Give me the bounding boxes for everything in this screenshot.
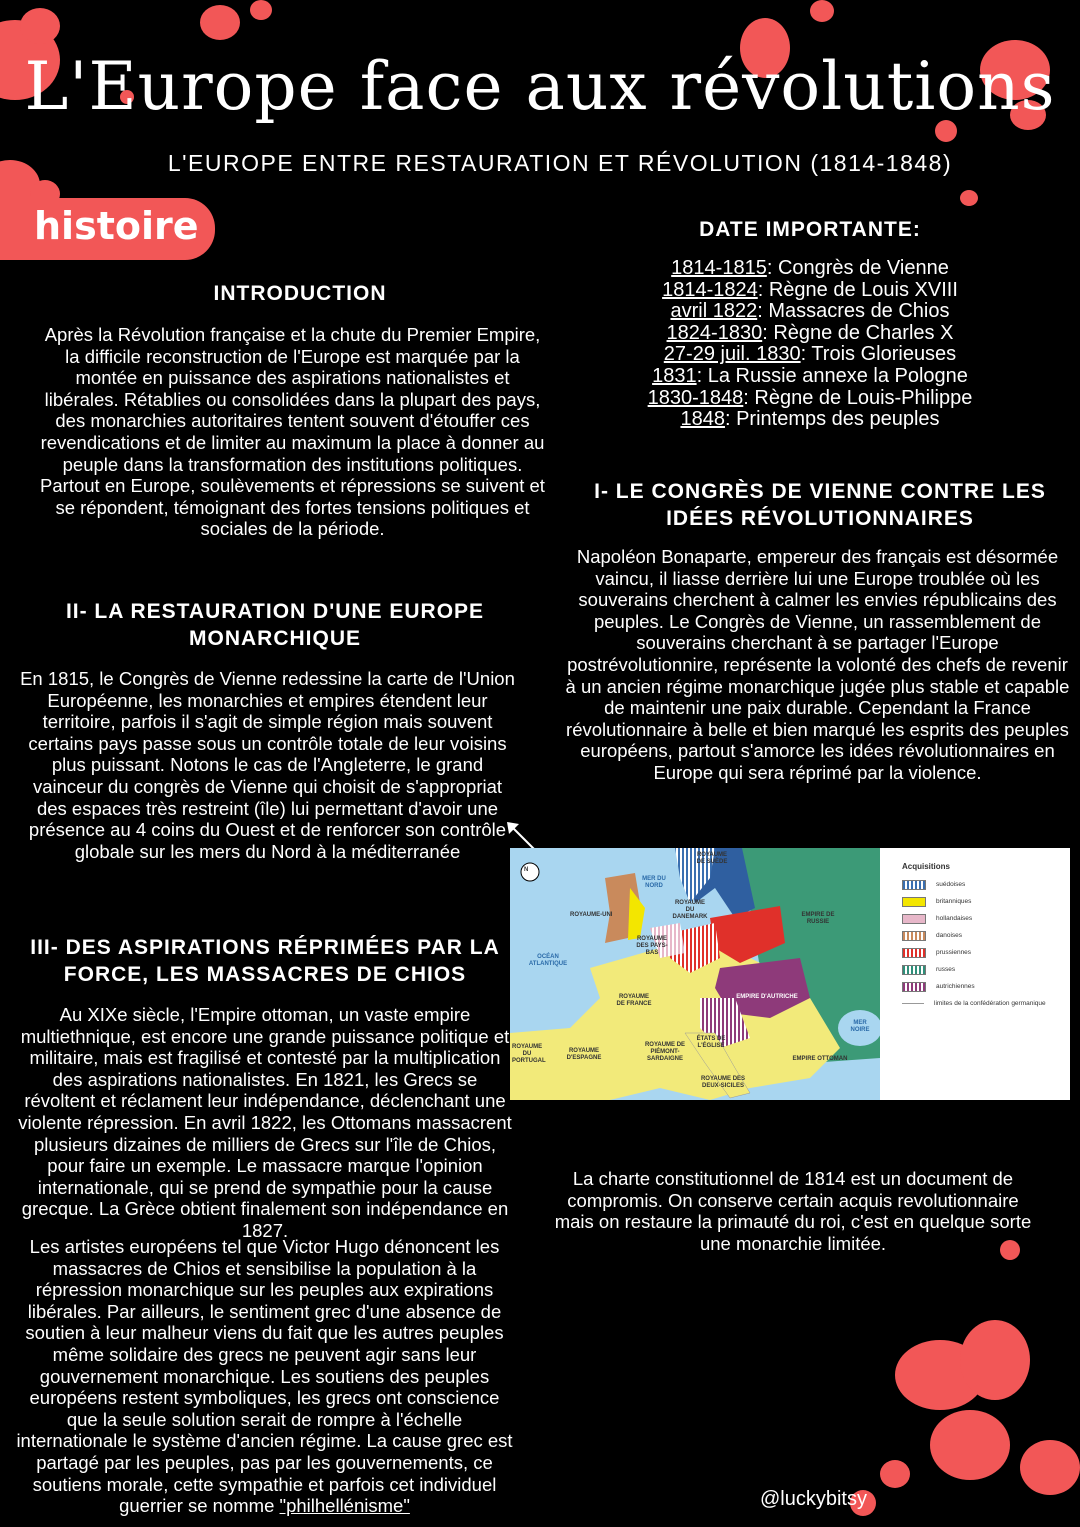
- date-item: 1830-1848: Règne de Louis-Philippe: [647, 386, 973, 409]
- map-label-portugal: ROYAUME DU PORTUGAL: [512, 1044, 546, 1064]
- section2-text: En 1815, le Congrès de Vienne redessine la carte de l'Union Européenne, les monarchies et empires étendent leur territoire, parfois il s'agit de simple région mais souvent certains pays passe sous un contrôle totale de leur voisins plus puissant. Notons le cas de l'Angleterre, le grand vainceur du congrès de Vienne qui choisit de s'appropriat des espaces très restreint (île) lui permettant d'avoir une présence au 4 coins du Ouest et de renforcer son contrôle globale sur les mers du Nord à la méditerranée: [20, 668, 515, 862]
- date-item: 1814-1824: Règne de Louis XVIII: [662, 278, 958, 301]
- map-label-atlantic: OCÉAN ATLANTIQUE: [528, 954, 568, 967]
- introduction-heading: INTRODUCTION: [213, 282, 387, 305]
- author-credit: @luckybitsy: [760, 1488, 867, 1510]
- date-item: 1831: La Russie annexe la Pologne: [652, 364, 968, 387]
- legend-item: limites de la confédération germanique: [902, 995, 1046, 1012]
- map-label-sweden: ROYAUME DE SUÈDE: [696, 852, 728, 865]
- map-label-black-sea: MER NOIRE: [850, 1020, 870, 1033]
- legend-item: autrichiennes: [902, 978, 1046, 995]
- map-label-denmark: ROYAUME DU DANEMARK: [672, 900, 708, 920]
- date-item: 27-29 juil. 1830: Trois Glorieuses: [663, 343, 957, 366]
- date-item: avril 1822: Massacres de Chios: [670, 300, 950, 323]
- charter-note: La charte constitutionnel de 1814 est un document de compromis. On conserve certain acquis revolutionnaire mais on restaure la primauté du roi, c'est en quelque sorte une monarchie limitée.: [554, 1168, 1032, 1254]
- map-label-spain: ROYAUME D'ESPAGNE: [566, 1048, 602, 1061]
- date-item: 1848: Printemps des peuples: [680, 408, 940, 431]
- legend-title: Acquisitions: [902, 862, 951, 871]
- dates-heading: DATE IMPORTANTE:: [699, 218, 921, 241]
- section3-text: Au XIXe siècle, l'Empire ottoman, un vaste empire multiethnique, est encore une grande puissance politique et militaire, mais est fragilisé et contesté par la multiplication des aspirations nationalistes. En 1821, les Grecs se révoltent et réclament leur indépendance, déclenchant une violente répression. En avril 1822, les Ottomans massacrent plusieurs dizaines de milliers de Grecs sur l'île de Chios, pour faire un exemple. Le massacre marque l'opinion internationale, qui se prend de sympathie pour la cause grecque. La Grèce obtient finalement son indépendance en 1827.: [18, 1004, 512, 1241]
- map-label-ottoman: EMPIRE OTTOMAN: [792, 1056, 848, 1062]
- map-label-two-sicilies: ROYAUME DES DEUX-SICILES: [700, 1076, 746, 1089]
- legend-item: russes: [902, 961, 1046, 978]
- introduction-text: Après la Révolution française et la chute du Premier Empire, la difficile reconstruction de l'Europe est marquée par la montée en puissance des aspirations nationalistes et libérales. Rétablies ou consolidées dans la plupart des pays, des monarchies autoritaires tentent souvent d'étouffer ces revendications et de limiter au maximum la place à donner au peuple dans la transformation des institutions politiques. Partout en Europe, soulèvements et répressions se suivent et se répondent, témoignant des fortes tensions politiques et sociales de la période.: [40, 324, 545, 540]
- section2-heading: II- LA RESTAURATION D'UNE EUROPE MONARCHIQUE: [65, 600, 485, 650]
- map-label-austria: EMPIRE D'AUTRICHE: [736, 994, 798, 1000]
- map-label-uk: ROYAUME-UNI: [570, 912, 613, 918]
- europe-map: [510, 848, 1070, 1100]
- legend-item: prussiennes: [902, 944, 1046, 961]
- page-title: L'Europe face aux révolutions: [24, 48, 1056, 125]
- compass-label: N: [524, 867, 529, 873]
- map-label-russia: EMPIRE DE RUSSIE: [801, 912, 835, 925]
- date-item: 1824-1830: Règne de Charles X: [666, 321, 954, 344]
- legend-item: suédoises: [902, 876, 1046, 893]
- section1-heading: I- LE CONGRÈS DE VIENNE CONTRE LES IDÉES RÉVOLUTIONNAIRES: [594, 480, 1046, 530]
- legend-item: danoises: [902, 927, 1046, 944]
- map-label-netherlands: ROYAUME DES PAYS-BAS: [636, 936, 668, 956]
- subject-tag-label: histoire: [34, 204, 199, 248]
- subject-tag: [0, 198, 215, 260]
- map-label-north-sea: MER DU NORD: [642, 876, 666, 889]
- map-legend: [902, 862, 1046, 1012]
- section3-heading: III- DES ASPIRATIONS RÉPRIMÉES PAR LA FORCE, LES MASSACRES DE CHIOS: [30, 936, 500, 986]
- dates-list: [600, 258, 1020, 431]
- legend-item: britanniques: [902, 893, 1046, 910]
- date-item: 1814-1815: Congrès de Vienne: [671, 257, 949, 279]
- map-label-papal-states: ÉTATS DE L'ÉGLISE: [696, 1036, 726, 1049]
- section3-text-2: Les artistes européens tel que Victor Hugo dénoncent les massacres de Chios et sensibilise la population à la répression monarchique sur les peuples aux expirations libérales. Par ailleurs, le sentiment grec d'une absence de soutien à leur malheur viens du fait que les autres peuples même solidaire des grecs ne peuvent agir sans leur gouvernement monarchique. Les soutiens des peuples européens restent symboliques, les grecs ont conscience que la seule solution serait de rompre à l'échelle internationale le système d'ancien régime. La cause grec est partagé par les peuples, pas par les gouvernements, ce soutiens morale, cette sympathie et parfois cet individuel guerrier se nomme "philhellénisme": [16, 1236, 513, 1517]
- map-label-piedmont: ROYAUME DE PIÉMONT-SARDAIGNE: [644, 1042, 686, 1062]
- philhellenism-term: "philhellénisme": [279, 1495, 410, 1517]
- legend-item: hollandaises: [902, 910, 1046, 927]
- page-subtitle: L'EUROPE ENTRE RESTAURATION ET RÉVOLUTION (1814-1848): [167, 150, 953, 176]
- section1-text: Napoléon Bonaparte, empereur des français est désormée vaincu, il liasse derrière lui une Europe troublée où les souverains cherchent à calmer les envies républicains des peuples. Le Congrès de Vienne, un rassemblement de souverains cherchant à se partager l'Europe postrévolutionnire, représente la volonté des chefs de revenir à un ancien régime monarchique jugée plus stable et capable de maintenir une paix durable. Cependant la France révolutionnaire à belle et bien marqué les esprits des peuples européens, partout s'amorce les idées révolutionnaires en Europe qui sera réprimé par la violence.: [565, 546, 1070, 783]
- map-label-france: ROYAUME DE FRANCE: [616, 994, 652, 1007]
